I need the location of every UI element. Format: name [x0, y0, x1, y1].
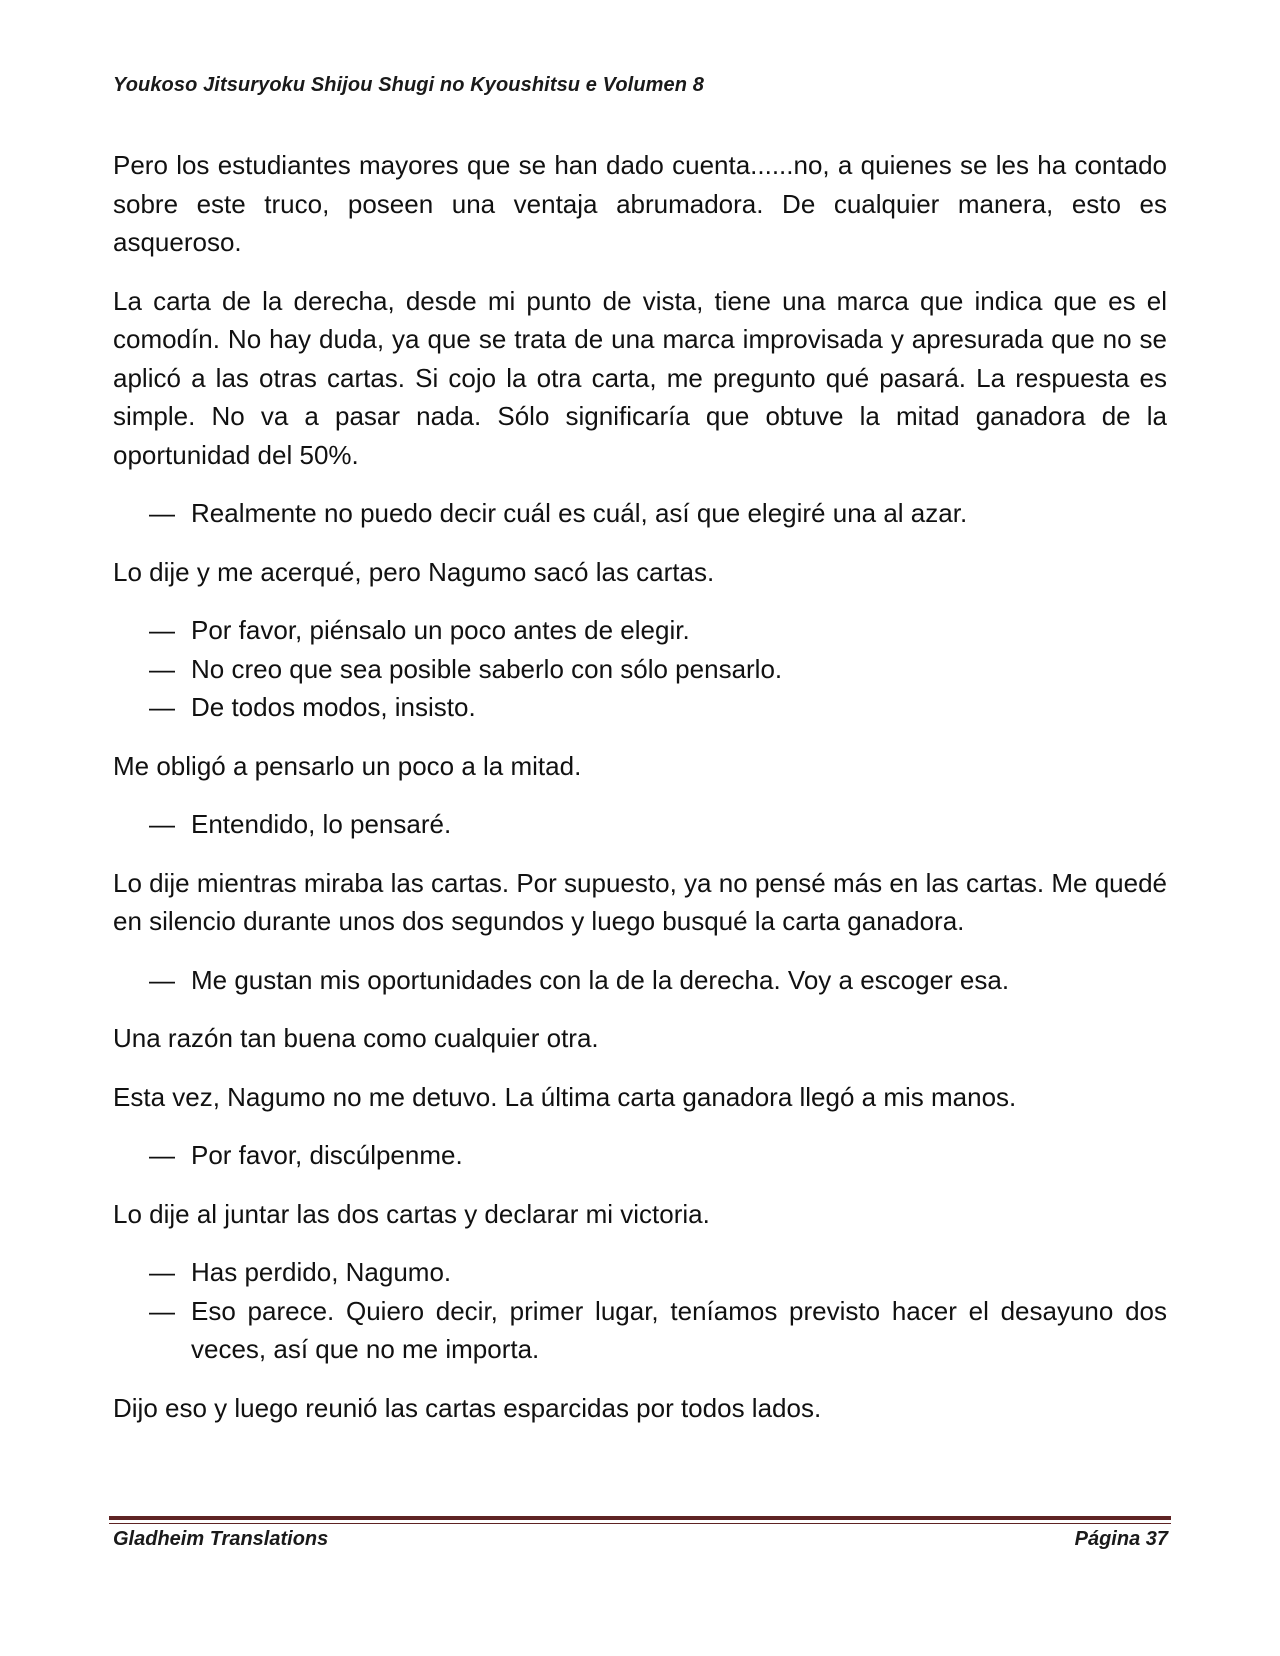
dialogue-text: Realmente no puedo decir cuál es cuál, así que elegiré una al azar.	[191, 498, 968, 528]
dialogue-line	[149, 1253, 1167, 1292]
page-number: Página 37	[1074, 1528, 1168, 1550]
dialogue-line	[149, 650, 1167, 689]
dialogue-line	[149, 1292, 1167, 1369]
dialogue-line	[149, 961, 1167, 1000]
dialogue-group	[113, 805, 1167, 844]
footer-divider	[109, 1516, 1171, 1520]
dialogue-text: De todos modos, insisto.	[191, 692, 476, 722]
footer-divider-thin	[109, 1523, 1171, 1524]
dialogue-group	[113, 961, 1167, 1000]
dialogue-group	[113, 1253, 1167, 1369]
dialogue-line	[149, 494, 1167, 533]
dialogue-dash: —	[149, 692, 175, 722]
dialogue-text: Has perdido, Nagumo.	[191, 1257, 452, 1287]
dialogue-group	[113, 611, 1167, 727]
dialogue-text: Entendido, lo pensaré.	[191, 809, 452, 839]
dialogue-text: No creo que sea posible saberlo con sólo pensarlo.	[191, 653, 783, 684]
dialogue-text: Por favor, piénsalo un poco antes de elegir.	[191, 615, 690, 645]
dialogue-dash: —	[149, 615, 175, 645]
dialogue-line	[149, 611, 1167, 650]
paragraph: Pero los estudiantes mayores que se han dado cuenta......no, a quienes se les ha contado sobre este truco, poseen una ventaja abrumadora. De cualquier manera, esto es asqueroso.	[113, 150, 1167, 257]
dialogue-dash: —	[149, 1295, 175, 1326]
dialogue-line	[149, 688, 1167, 727]
dialogue-dash: —	[149, 964, 175, 995]
dialogue-group	[113, 1136, 1167, 1175]
dialogue-text: Me gustan mis oportunidades con la de la derecha. Voy a escoger esa.	[191, 964, 1010, 995]
dialogue-group	[113, 494, 1167, 533]
paragraph: Lo dije y me acerqué, pero Nagumo sacó las cartas.	[113, 556, 715, 587]
dialogue-dash: —	[149, 809, 175, 839]
paragraph: Lo dije mientras miraba las cartas. Por supuesto, ya no pensé más en las cartas. Me quedé en silencio durante unos dos segundos y luego busqué la carta ganadora.	[113, 867, 1167, 936]
dialogue-dash: —	[149, 498, 175, 528]
paragraph: Me obligó a pensarlo un poco a la mitad.	[113, 750, 582, 781]
dialogue-dash: —	[149, 1140, 175, 1170]
footer-credit: Gladheim Translations	[113, 1528, 329, 1550]
dialogue-text: Eso parece. Quiero decir, primer lugar, teníamos previsto hacer el desayuno dos veces, así que no me importa.	[191, 1295, 1167, 1364]
page-body	[113, 146, 1167, 1447]
paragraph: Esta vez, Nagumo no me detuvo. La última carta ganadora llegó a mis manos.	[113, 1081, 1017, 1112]
paragraph: Lo dije al juntar las dos cartas y declarar mi victoria.	[113, 1198, 710, 1229]
paragraph: Una razón tan buena como cualquier otra.	[113, 1023, 599, 1053]
dialogue-line	[149, 805, 1167, 844]
dialogue-dash: —	[149, 653, 175, 684]
running-header-title: Youkoso Jitsuryoku Shijou Shugi no Kyoushitsu e Volumen 8	[113, 74, 704, 96]
dialogue-line	[149, 1136, 1167, 1175]
paragraph: Dijo eso y luego reunió las cartas esparcidas por todos lados.	[113, 1392, 822, 1423]
dialogue-text: Por favor, discúlpenme.	[191, 1140, 463, 1170]
dialogue-dash: —	[149, 1257, 175, 1287]
paragraph: La carta de la derecha, desde mi punto de vista, tiene una marca que indica que es el comodín. No hay duda, ya que se trata de una marca improvisada y apresurada que no se aplicó a las otras cartas. Si cojo la otra carta, me pregunto qué pasará. La respuesta es simple. No va a pasar nada. Sólo significaría que obtuve la mitad ganadora de la oportunidad del 50%.	[113, 285, 1167, 470]
